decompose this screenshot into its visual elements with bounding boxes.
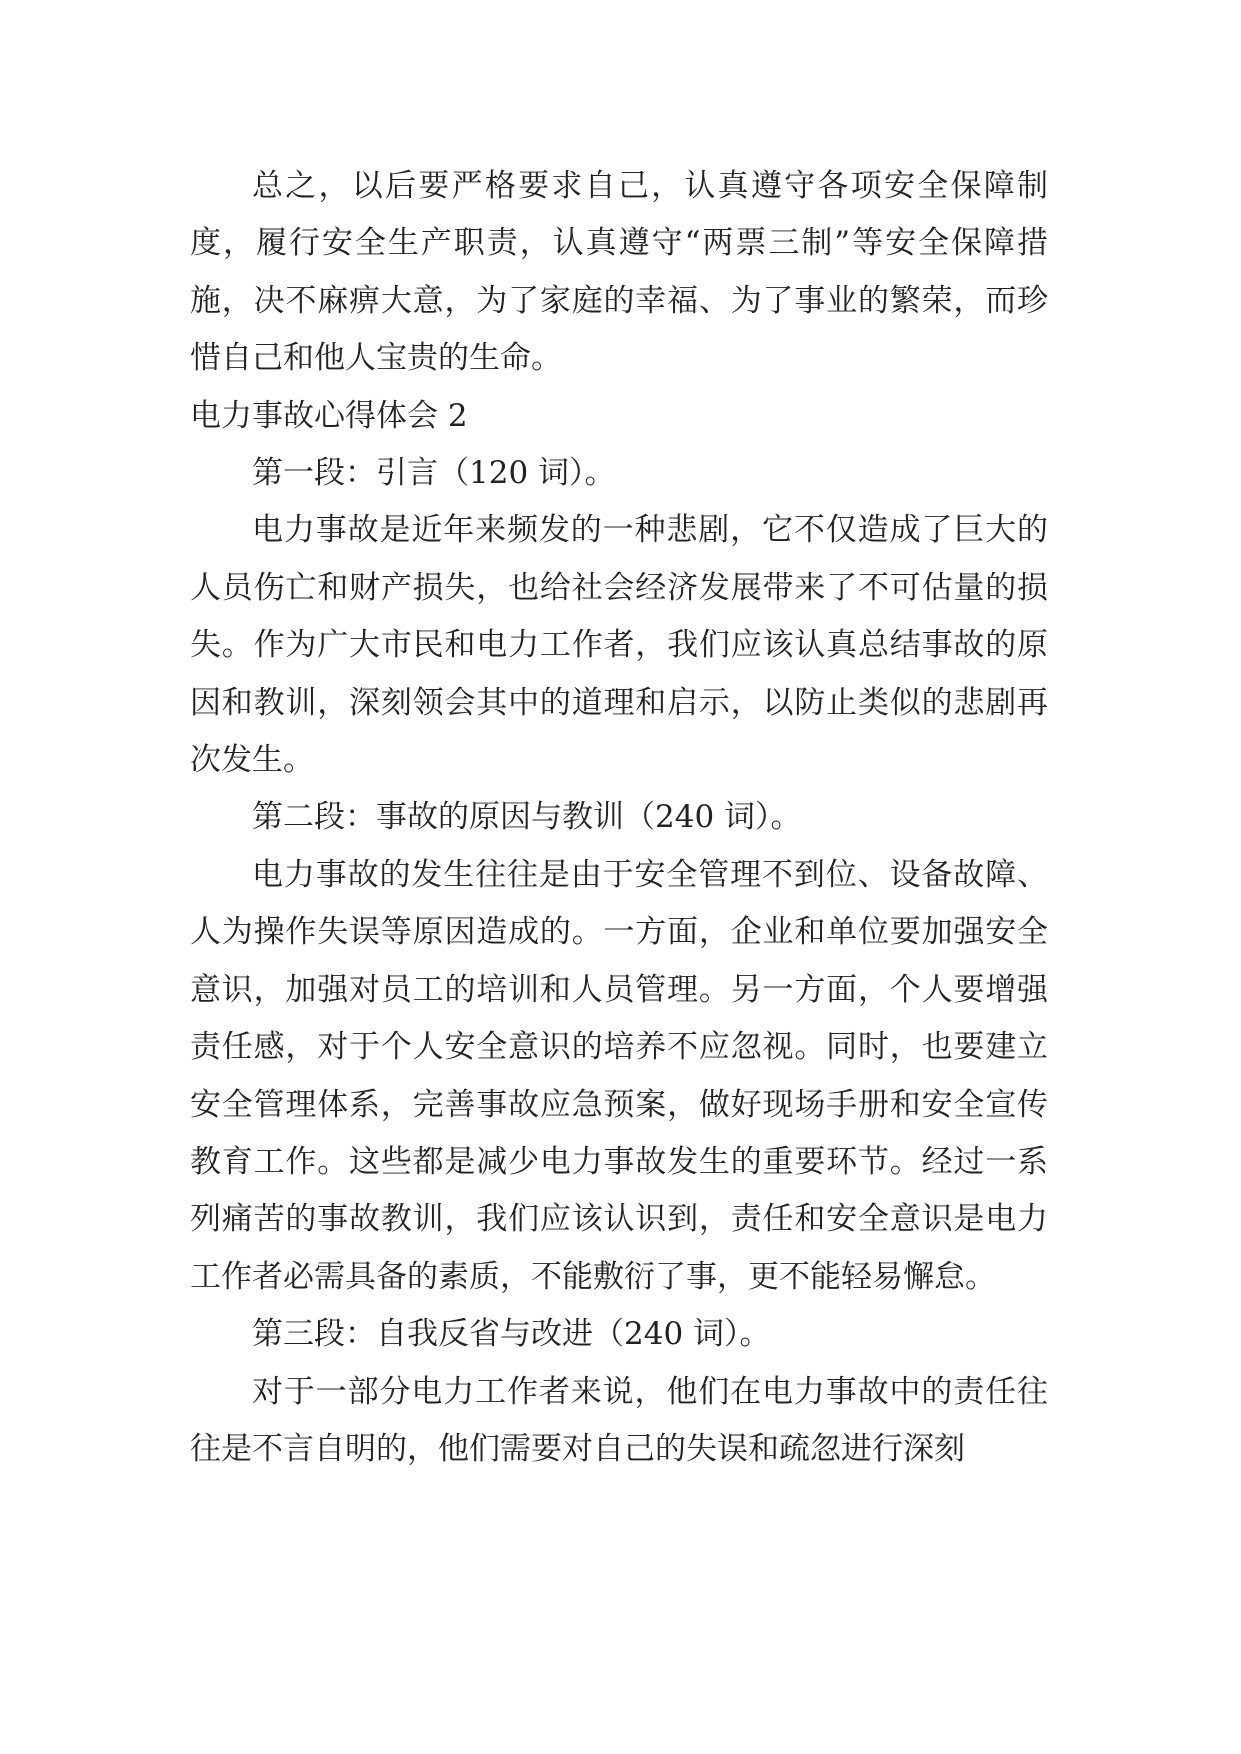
- section-title: 电力事故心得体会 2: [190, 397, 468, 434]
- paragraph-self-reflection: 对于一部分电力工作者来说，他们在电力事故中的责任往往是不言自明的，他们需要对自己的失误和疏忽进行深刻: [190, 1373, 1048, 1467]
- heading-part-3: 第三段：自我反省与改进（240 词）。: [252, 1316, 771, 1353]
- paragraph-introduction: 电力事故是近年来频发的一种悲剧，它不仅造成了巨大的人员伤亡和财产损失，也给社会经济发展带来了不可估量的损失。作为广大市民和电力工作者，我们应该认真总结事故的原因和教训，深刻领会其中的道理和启示，以防止类似的悲剧再次发生。: [190, 512, 1048, 779]
- heading-part-1: 第一段：引言（120 词）。: [252, 455, 616, 492]
- heading-part-2: 第二段：事故的原因与教训（240 词）。: [252, 799, 802, 836]
- paragraph-causes-lessons: 电力事故的发生往往是由于安全管理不到位、设备故障、人为操作失误等原因造成的。一方面，企业和单位要加强安全意识，加强对员工的培训和人员管理。另一方面，个人要增强责任感，对于个人安全意识的培养不应忽视。同时，也要建立安全管理体系，完善事故应急预案，做好现场手册和安全宣传教育工作。这些都是减少电力事故发生的重要环节。经过一系列痛苦的事故教训，我们应该认识到，责任和安全意识是电力工作者必需具备的素质，不能敷衍了事，更不能轻易懈怠。: [190, 856, 1048, 1295]
- paragraph-conclusion: 总之，以后要严格要求自己，认真遵守各项安全保障制度，履行安全生产职责，认真遵守“两票三制”等安全保障措施，决不麻痹大意，为了家庭的幸福、为了事业的繁荣，而珍惜自己和他人宝贵的生命。: [190, 168, 1048, 377]
- document-body: [190, 158, 1048, 1478]
